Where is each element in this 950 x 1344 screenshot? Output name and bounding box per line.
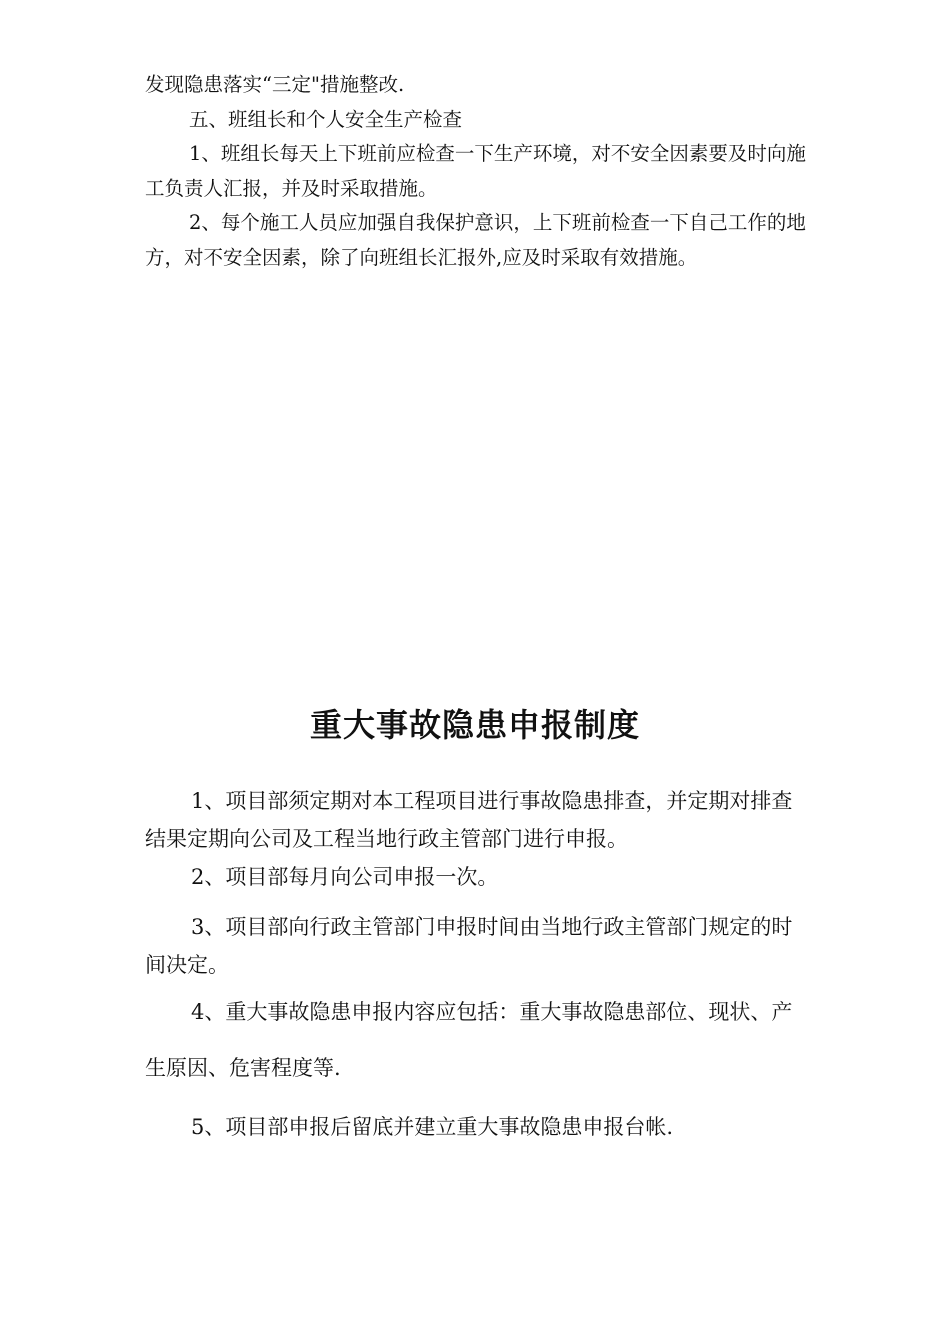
paragraph-item-3: 3、项目部向行政主管部门申报时间由当地行政主管部门规定的时间决定。 [145, 915, 793, 977]
top-section [145, 68, 807, 275]
bottom-section [145, 782, 807, 1146]
paragraph-rectification: 发现隐患落实“三定"措施整改. [145, 73, 405, 96]
page-title: 重大事故隐患申报制度 [309, 706, 640, 744]
paragraph-item-4: 4、重大事故隐患申报内容应包括：重大事故隐患部位、现状、产生原因、危害程度等. [145, 1000, 793, 1080]
heading-team-inspection: 五、班组长和个人安全生产检查 [189, 107, 463, 131]
paragraph-worker-self-check: 2、每个施工人员应加强自我保护意识，上下班前检查一下自己工作的地方，对不安全因素，除了向班组长汇报外,应及时采取有效措施。 [145, 211, 806, 269]
paragraph-item-1: 1、项目部须定期对本工程项目进行事故隐患排查，并定期对排查结果定期向公司及工程当地行政主管部门进行申报。 [145, 789, 793, 851]
paragraph-item-5: 5、项目部申报后留底并建立重大事故隐患申报台帐. [191, 1115, 674, 1139]
paragraph-team-leader-check: 1、班组长每天上下班前应检查一下生产环境，对不安全因素要及时向施工负责人汇报，并及时采取措施。 [145, 142, 806, 200]
paragraph-item-2: 2、项目部每月向公司申报一次。 [191, 865, 499, 889]
